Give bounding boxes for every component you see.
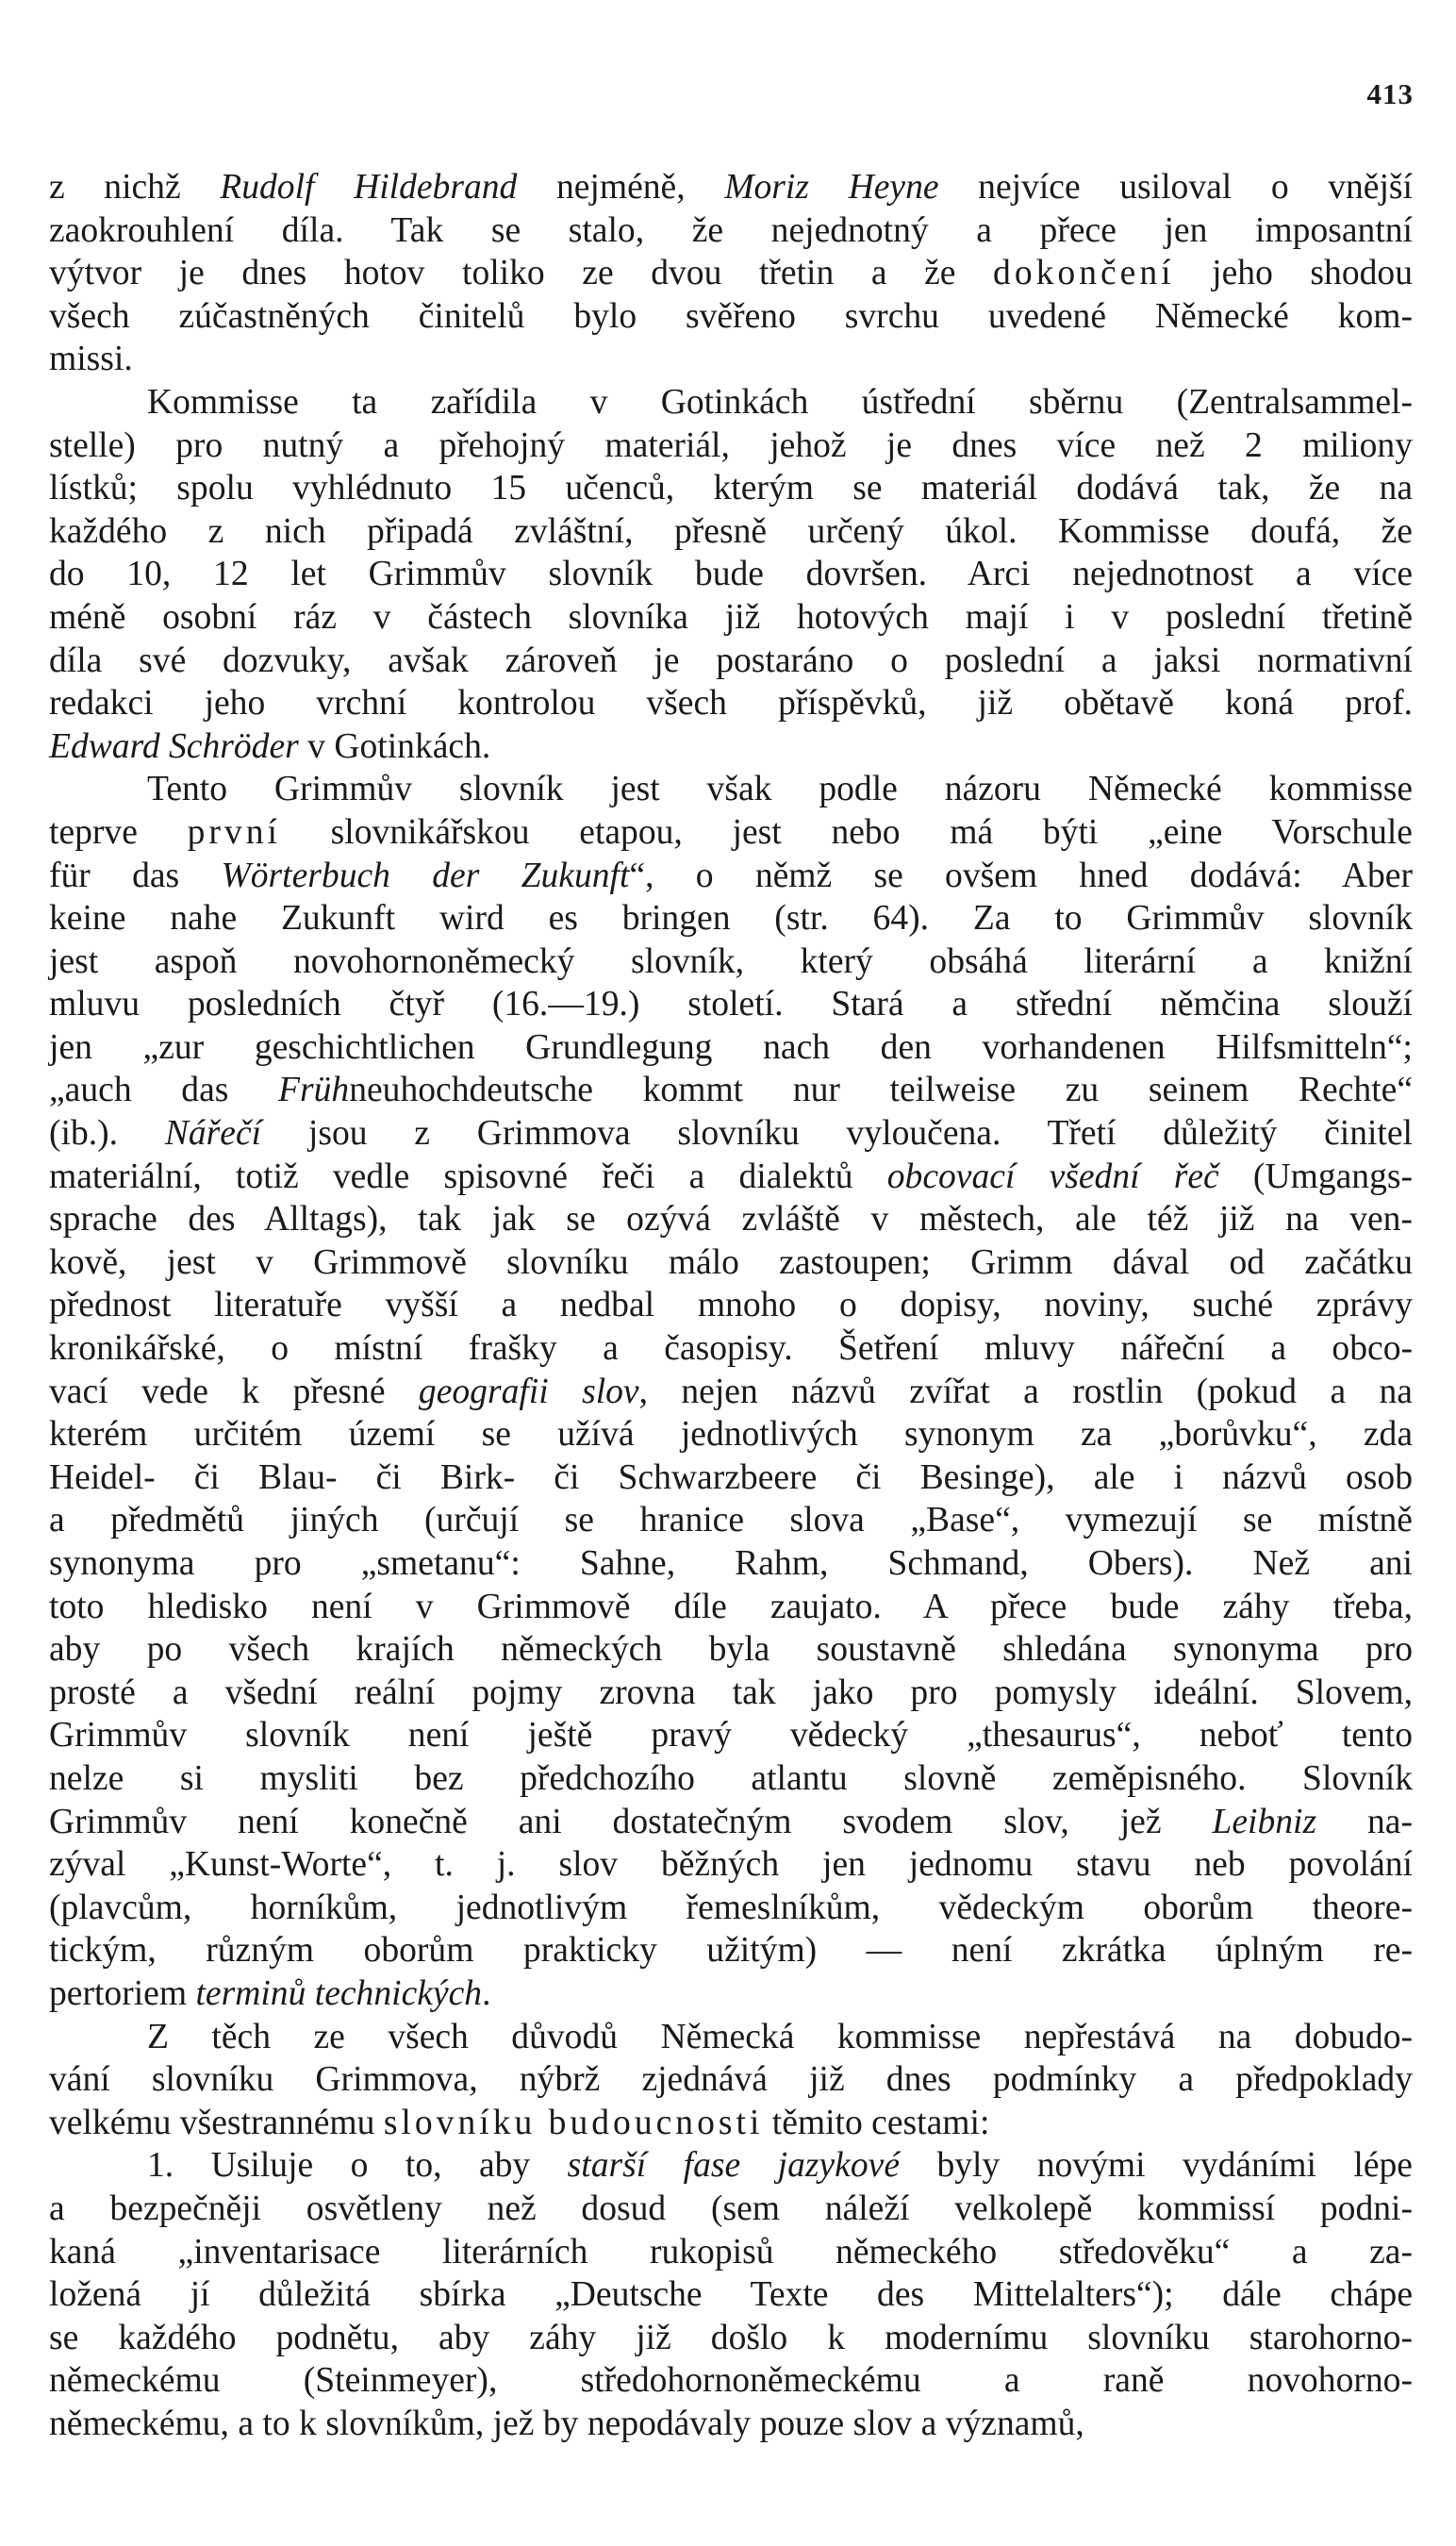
text-run: keine nahe Zukunft wird es bringen (str. 64). Za to Grimmův slovník xyxy=(49,899,1413,939)
text-run: zaokrouhlení díla. Tak se stalo, že nejednotný a přece jen imposantní xyxy=(49,210,1413,250)
paragraph xyxy=(49,166,1413,381)
page-number: 413 xyxy=(1366,77,1414,110)
text-line xyxy=(49,295,1413,339)
text-line xyxy=(49,1456,1413,1500)
text-line xyxy=(49,209,1413,253)
text-run: byly novými vydáními lépe xyxy=(900,2146,1413,2186)
text-run: Tento Grimmův slovník jest však podle názoru Německé kommisse xyxy=(147,770,1413,809)
text-line xyxy=(49,1069,1413,1112)
text-line xyxy=(49,2231,1413,2274)
text-run: , nejen názvů zvířat a rostlin (pokud a na xyxy=(638,1372,1413,1411)
text-run: a předmětů jiných (určují se hranice slova „Base“, vymezují se místně xyxy=(49,1501,1413,1540)
italic-term: terminů technických xyxy=(195,1973,483,2013)
paragraph xyxy=(49,381,1413,768)
text-run: velkému všestrannému xyxy=(49,2103,384,2142)
text-line xyxy=(49,1156,1413,1199)
text-line xyxy=(49,1887,1413,1930)
text-line xyxy=(49,640,1413,683)
text-line xyxy=(49,338,1413,381)
text-run: zýval „Kunst-Worte“, t. j. slov běžných jen jednomu stavu neb povolání xyxy=(49,1845,1413,1885)
text-run: „auch das xyxy=(49,1071,279,1110)
italic-term: Wörterbuch der Zukunft xyxy=(221,856,630,895)
text-run: nelze si mysliti bez předchozího atlantu slovně zeměpisného. Slovník xyxy=(49,1758,1413,1798)
text-line xyxy=(49,1413,1413,1456)
text-run: für das xyxy=(49,856,222,895)
text-line xyxy=(49,381,1413,424)
text-run: německému, a to k slovníkům, jež by nepodávaly pouze slov a významů, xyxy=(49,2404,1084,2443)
text-run: díla své dozvuky, avšak zároveň je postaráno o poslední a jaksi normativní xyxy=(49,641,1413,680)
text-line xyxy=(49,1327,1413,1371)
italic-term: Moriz Heyne xyxy=(724,168,939,207)
text-run: . xyxy=(482,1973,491,2013)
text-line xyxy=(49,2058,1413,2102)
italic-term: Leibniz xyxy=(1212,1802,1317,1841)
text-line xyxy=(49,166,1413,209)
text-run: na- xyxy=(1316,1802,1413,1841)
text-line xyxy=(49,811,1413,855)
text-line xyxy=(49,2403,1413,2446)
text-run: vací vede k přesné xyxy=(49,1372,419,1411)
text-run: v Gotinkách. xyxy=(298,726,491,766)
text-run: materiální, totiž vedle spisovné řeči a dialektů xyxy=(49,1157,887,1196)
spaced-emphasis: dokončení xyxy=(993,254,1175,293)
text-run: kronikářské, o místní frašky a časopisy. Šetření mluvy nářeční a obco- xyxy=(49,1329,1413,1369)
italic-term: starší fase jazykové xyxy=(567,2146,901,2186)
text-run: 1. Usiluje o to, aby xyxy=(147,2146,568,2186)
text-line xyxy=(49,1499,1413,1542)
text-run: nejméně, xyxy=(517,168,725,207)
text-line xyxy=(49,1972,1413,2016)
text-run: sprache des Alltags), tak jak se ozývá zvláště v městech, ale též již na ven- xyxy=(49,1200,1413,1240)
text-run: missi. xyxy=(49,340,133,379)
text-line xyxy=(49,983,1413,1026)
text-line xyxy=(49,2188,1413,2231)
text-run: toto hledisko není v Grimmově díle zaujato. A přece bude záhy třeba, xyxy=(49,1587,1413,1626)
text-run: aby po všech krajích německých byla soustavně shledána synonyma pro xyxy=(49,1630,1413,1670)
text-run: prosté a všední reální pojmy zrovna tak jako pro pomysly ideální. Slovem, xyxy=(49,1672,1413,1712)
italic-term: Rudolf Hildebrand xyxy=(220,168,518,207)
text-line xyxy=(49,2144,1413,2188)
text-line xyxy=(49,1672,1413,1715)
text-line xyxy=(49,596,1413,640)
text-run: výtvor je dnes hotov toliko ze dvou třetin a že xyxy=(49,254,994,293)
text-run: těmito cestami: xyxy=(763,2103,990,2142)
text-run: tickým, různým oborům prakticky užitým) — není zkrátka úplným re- xyxy=(49,1931,1413,1971)
text-run: jest aspoň novohornoněmecký slovník, který obsáhá literární a knižní xyxy=(49,941,1413,981)
text-run: slovnikářskou etapou, jest nebo má býti „eine Vorschule xyxy=(280,812,1413,852)
text-line xyxy=(49,510,1413,554)
text-run: kterém určitém území se užívá jednotlivých synonym za „borůvku“, zda xyxy=(49,1415,1413,1455)
text-run: teprve xyxy=(49,812,188,852)
text-line xyxy=(49,424,1413,468)
text-run: se každého podnětu, aby záhy již došlo k modernímu slovníku starohorno- xyxy=(49,2318,1413,2357)
text-line xyxy=(49,2102,1413,2145)
text-line xyxy=(49,2273,1413,2317)
spaced-emphasis: slovníku budoucnosti xyxy=(383,2103,764,2142)
text-run: každého z nich připadá zvláštní, přesně určený úkol. Kommisse doufá, že xyxy=(49,511,1413,551)
text-line xyxy=(49,1801,1413,1844)
text-run: synonyma pro „smetanu“: Sahne, Rahm, Schmand, Obers). Než ani xyxy=(49,1544,1413,1583)
text-run: kaná „inventarisace literárních rukopisů německého středověku“ a za- xyxy=(49,2232,1413,2271)
text-run: nejvíce usiloval o vnější xyxy=(938,168,1413,207)
text-line xyxy=(49,2016,1413,2059)
text-line xyxy=(49,1112,1413,1156)
text-run: všech zúčastněných činitelů bylo svěřeno svrchu uvedené Německé kom- xyxy=(49,296,1413,336)
text-line xyxy=(49,1542,1413,1586)
page-body xyxy=(49,166,1413,2445)
text-run: kově, jest v Grimmově slovníku málo zastoupen; Grimm dával od začátku xyxy=(49,1242,1413,1282)
text-run: jen „zur geschichtlichen Grundlegung nach den vorhandenen Hilfsmitteln“; xyxy=(49,1027,1413,1067)
text-run: (ib.). xyxy=(49,1114,165,1154)
text-run: vání slovníku Grimmova, nýbrž zjednává již dnes podmínky a předpoklady xyxy=(49,2060,1413,2100)
italic-term: geografii slov xyxy=(418,1372,639,1411)
text-line xyxy=(49,897,1413,940)
text-run: (Umgangs- xyxy=(1218,1157,1414,1196)
text-run: Z těch ze všech důvodů Německá kommisse nepřestává na dobudo- xyxy=(147,2017,1413,2056)
text-run: méně osobní ráz v částech slovníka již hotových mají i v poslední třetině xyxy=(49,597,1413,637)
text-line xyxy=(49,940,1413,984)
text-line xyxy=(49,682,1413,725)
text-run: neuhochdeutsche kommt nur teilweise zu seinem Rechte“ xyxy=(349,1071,1413,1110)
text-run: ložená jí důležitá sbírka „Deutsche Texte des Mittelalters“); dále chápe xyxy=(49,2275,1413,2315)
text-run: přednost literatuře vyšší a nedbal mnoho o dopisy, noviny, suché zprávy xyxy=(49,1286,1413,1325)
text-line xyxy=(49,1241,1413,1285)
text-line xyxy=(49,1026,1413,1070)
text-line xyxy=(49,855,1413,898)
text-run: a bezpečněji osvětleny než dosud (sem náleží velkolepě kommissí podni- xyxy=(49,2188,1413,2228)
paragraph xyxy=(49,768,1413,2015)
text-run: mluvu posledních čtyř (16.—19.) století. Stará a střední němčina slouží xyxy=(49,985,1413,1024)
text-line xyxy=(49,2359,1413,2403)
text-line xyxy=(49,1714,1413,1757)
text-line xyxy=(49,467,1413,510)
text-line xyxy=(49,1929,1413,1972)
text-run: do 10, 12 let Grimmův slovník bude dovršen. Arci nejednotnost a více xyxy=(49,555,1413,594)
text-run: (plavcům, horníkům, jednotlivým řemeslníkům, vědeckým oborům theore- xyxy=(49,1888,1413,1927)
text-run: jeho shodou xyxy=(1174,254,1413,293)
text-line xyxy=(49,252,1413,295)
text-line xyxy=(49,1284,1413,1327)
text-run: stelle) pro nutný a přehojný materiál, jehož je dnes více než 2 miliony xyxy=(49,425,1413,465)
text-line xyxy=(49,1843,1413,1887)
text-line xyxy=(49,1757,1413,1801)
text-run: “, o němž se ovšem hned dodává: Aber xyxy=(629,856,1413,895)
text-run: Kommisse ta zařídila v Gotinkách ústřední sběrnu (Zentralsammel- xyxy=(147,382,1413,422)
paragraph xyxy=(49,2144,1413,2445)
text-line xyxy=(49,1198,1413,1241)
text-line xyxy=(49,2317,1413,2360)
text-run: pertoriem xyxy=(49,1973,196,2013)
text-line xyxy=(49,1586,1413,1629)
text-line xyxy=(49,1628,1413,1672)
text-line xyxy=(49,553,1413,596)
text-run: Heidel- či Blau- či Birk- či Schwarzbeere či Besinge), ale i názvů osob xyxy=(49,1457,1413,1497)
italic-term: Früh xyxy=(278,1071,350,1110)
text-run: lístků; spolu vyhlédnuto 15 učenců, kterým se materiál dodává tak, že na xyxy=(49,469,1413,508)
paragraph xyxy=(49,2016,1413,2145)
text-line xyxy=(49,725,1413,769)
text-run: Grimmův slovník není ještě pravý vědecký „thesaurus“, neboť tento xyxy=(49,1716,1413,1756)
text-line xyxy=(49,1371,1413,1414)
italic-term: obcovací všední řeč xyxy=(886,1157,1219,1196)
text-run: z nichž xyxy=(49,168,221,207)
text-run: Grimmův není konečně ani dostatečným svodem slov, jež xyxy=(49,1802,1213,1841)
italic-term: Edward Schröder xyxy=(49,726,299,766)
italic-term: Nářečí xyxy=(164,1114,262,1154)
text-run: jsou z Grimmova slovníku vyloučena. Třetí důležitý činitel xyxy=(261,1114,1413,1154)
text-line xyxy=(49,768,1413,811)
text-run: redakci jeho vrchní kontrolou všech příspěvků, již obětavě koná prof. xyxy=(49,684,1413,724)
text-run: německému (Steinmeyer), středohornoněmeckému a raně novohorno- xyxy=(49,2361,1413,2401)
spaced-emphasis: první xyxy=(187,812,281,852)
